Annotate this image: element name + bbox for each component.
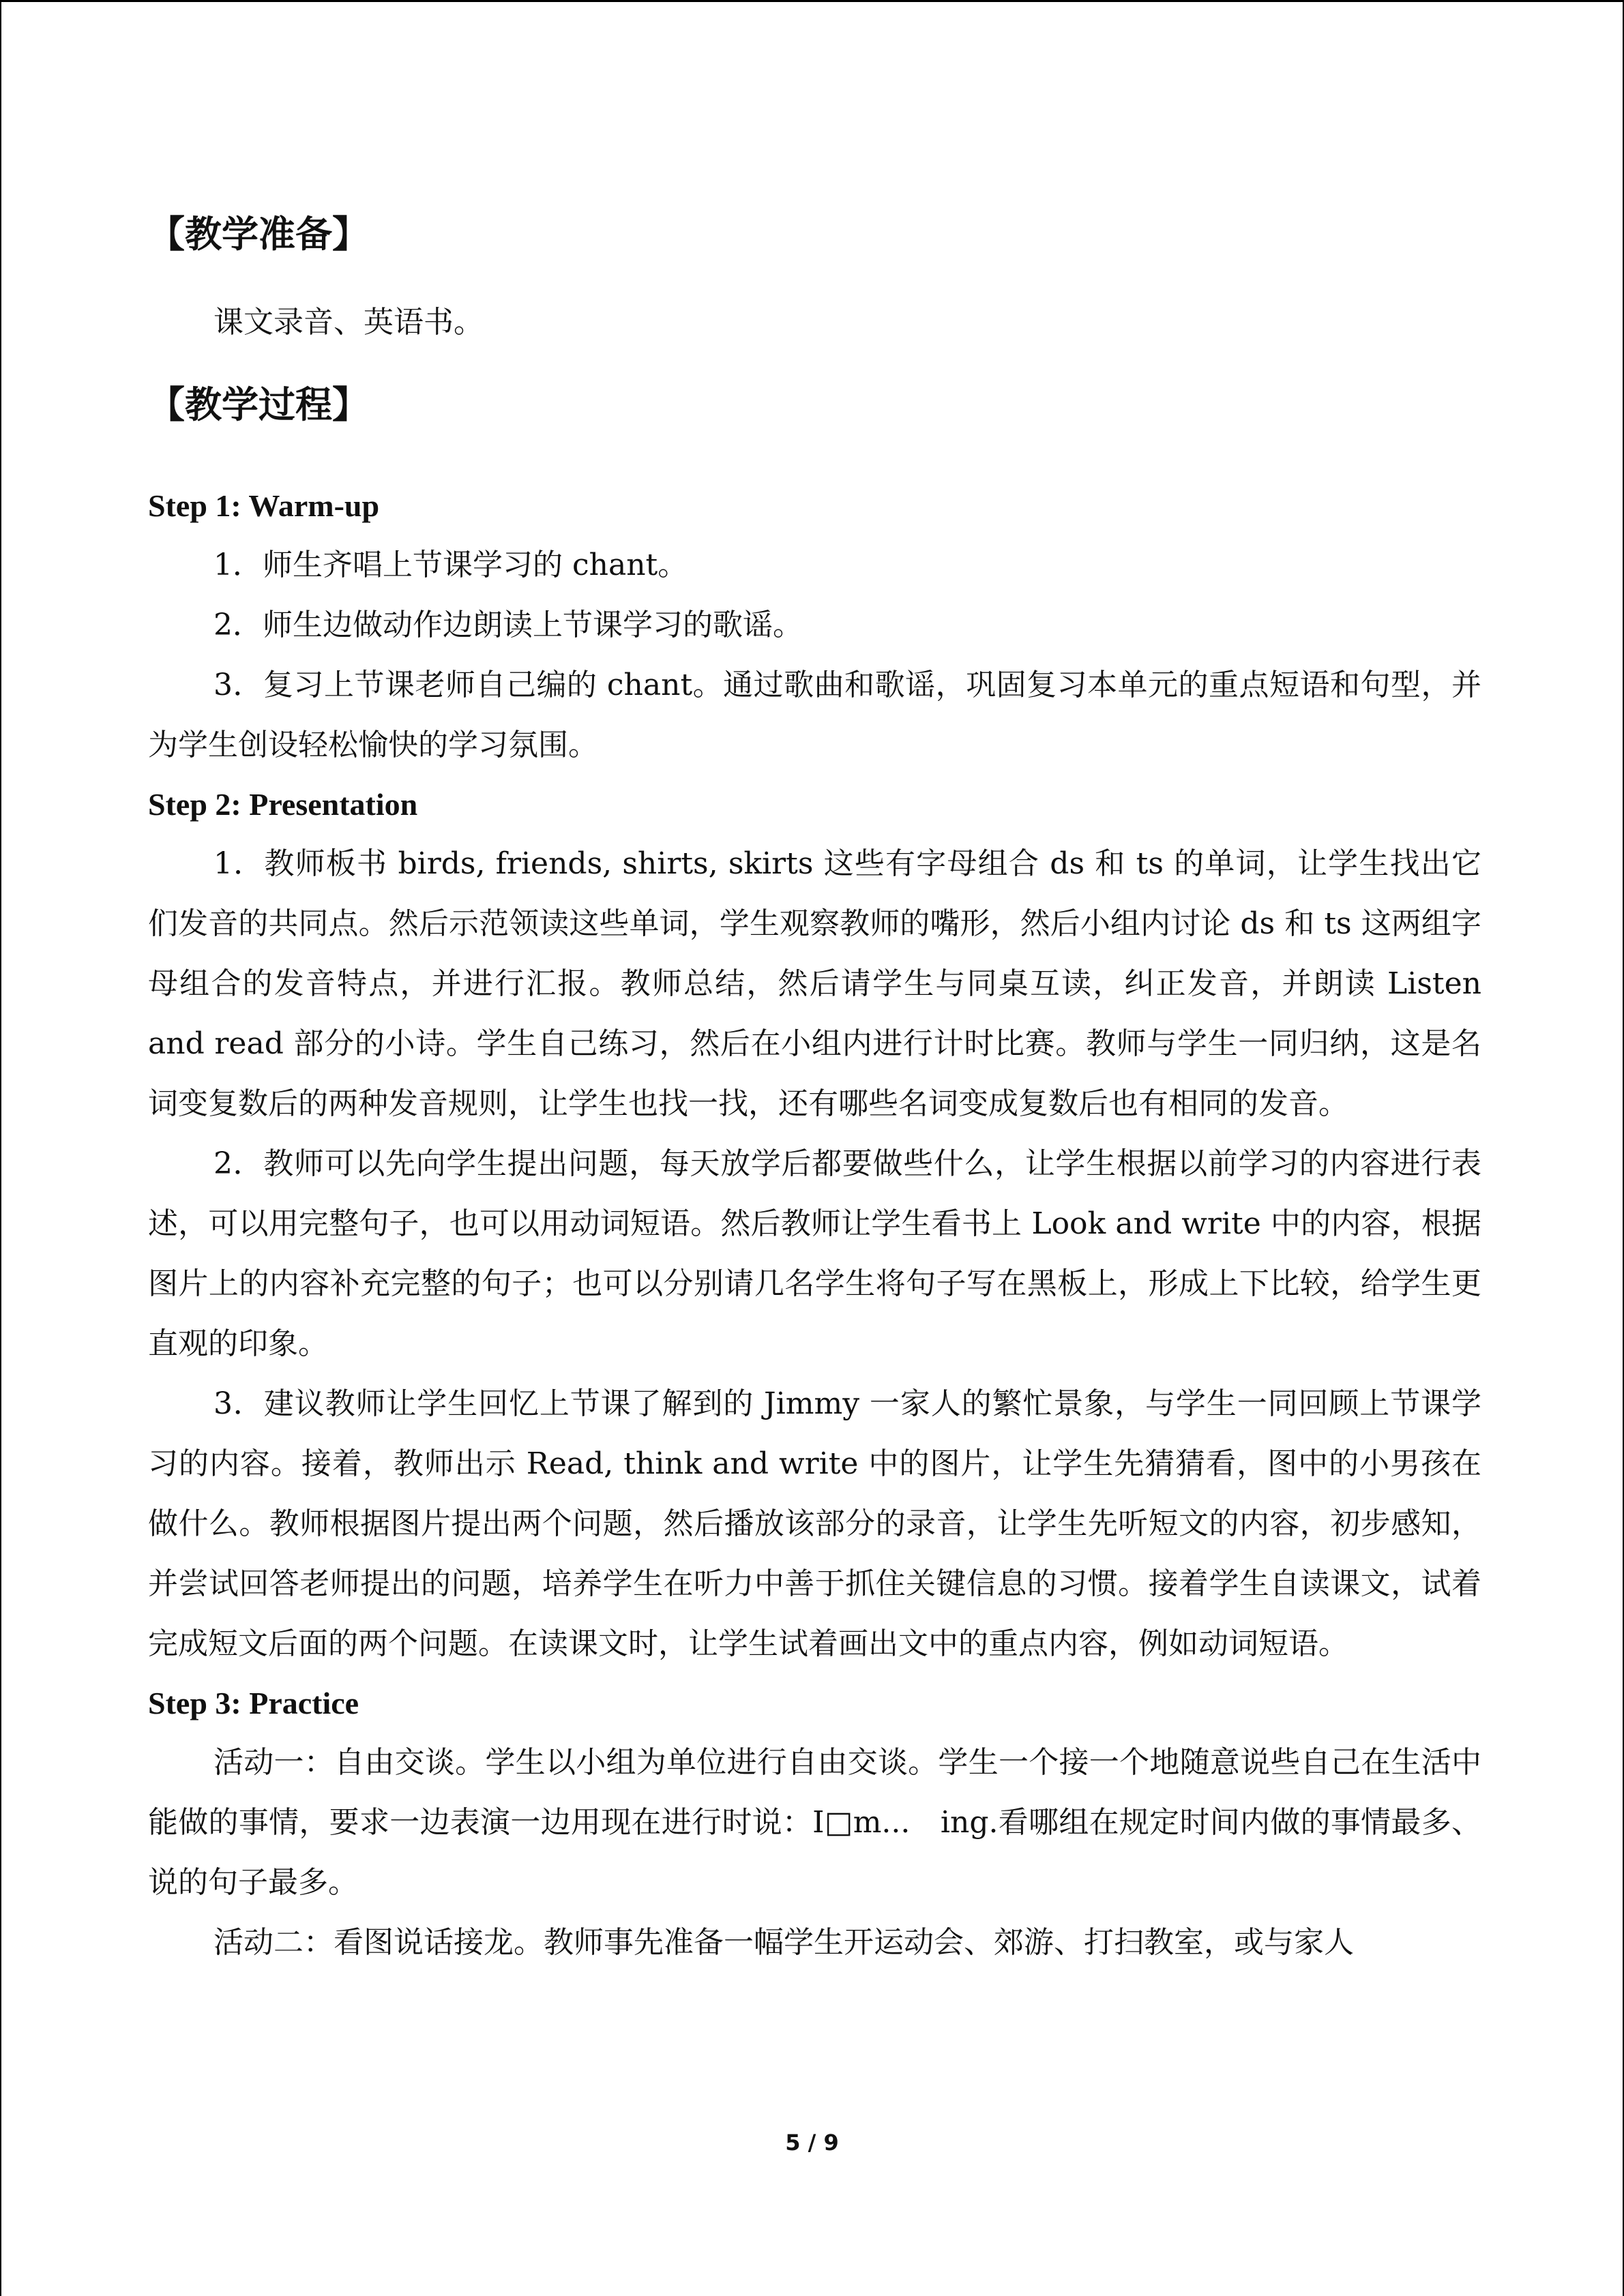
step-paragraph: 3．复习上节课老师自己编的 chant。通过歌曲和歌谣，巩固复习本单元的重点短语和句型，并为学生创设轻松愉快的学习氛围。 xyxy=(148,668,1481,762)
step-2 xyxy=(148,775,1481,1674)
step-paragraph: 活动一：自由交谈。学生以小组为单位进行自由交谈。学生一个接一个地随意说些自己在生活中能做的事情，要求一边表演一边用现在进行时说：I□m... ing.看哪组在规定时间内做的事情最多、说的句子最多。 xyxy=(148,1745,1481,1900)
document-body xyxy=(148,207,1481,1973)
step-title: Step 3: Practice xyxy=(148,1686,359,1720)
step-paragraph: 活动二：看图说话接龙。教师事先准备一幅学生开运动会、郊游、打扫教室，或与家人 xyxy=(213,1925,1354,1960)
step-3 xyxy=(148,1674,1481,1973)
section-heading-prep: 【教学准备】 xyxy=(148,212,369,256)
prep-text: 课文录音、英语书。 xyxy=(213,305,484,340)
step-title: Step 2: Presentation xyxy=(148,787,418,822)
step-paragraph: 3．建议教师让学生回忆上节课了解到的 Jimmy 一家人的繁忙景象，与学生一同回顾上节课学习的内容。接着，教师出示 Read, think and write 中的图片，让学生先猜猜看，图中的小男孩在做什么。教师根据图片提出两个问题，然后播放该部分的录音，让学生先听短文的内容，初步感知，并尝试回答老师提出的问题，培养学生在听力中善于抓住关键信息的习惯。接着学生自读课文，试着完成短文后面的两个问题。在读课文时，让学生试着画出文中的重点内容，例如动词短语。 xyxy=(148,1386,1481,1661)
page-number: 5 / 9 xyxy=(785,2130,839,2156)
section-heading-process: 【教学过程】 xyxy=(148,383,369,426)
step-title: Step 1: Warm-up xyxy=(148,488,380,523)
step-paragraph: 2．师生边做动作边朗读上节课学习的歌谣。 xyxy=(213,608,803,642)
step-paragraph: 1．教师板书 birds, friends, shirts, skirts 这些有字母组合 ds 和 ts 的单词，让学生找出它们发音的共同点。然后示范领读这些单词，学生观察教师的嘴形，然后小组内讨论 ds 和 ts 这两组字母组合的发音特点，并进行汇报。教师总结，然后请学生与同桌互读，纠正发音，并朗读 Listen and read 部分的小诗。学生自己练习，然后在小组内进行计时比赛。教师与学生一同归纳，这是名词变复数后的两种发音规则，让学生也找一找，还有哪些名词变成复数后也有相同的发音。 xyxy=(148,846,1481,1121)
step-paragraph: 1．师生齐唱上节课学习的 chant。 xyxy=(213,548,688,582)
step-1 xyxy=(148,477,1481,775)
step-paragraph: 2．教师可以先向学生提出问题，每天放学后都要做些什么，让学生根据以前学习的内容进行表述，可以用完整句子，也可以用动词短语。然后教师让学生看书上 Look and write 中的内容，根据图片上的内容补充完整的句子；也可以分别请几名学生将句子写在黑板上，形成上下比较，给学生更直观的印象。 xyxy=(148,1146,1481,1361)
